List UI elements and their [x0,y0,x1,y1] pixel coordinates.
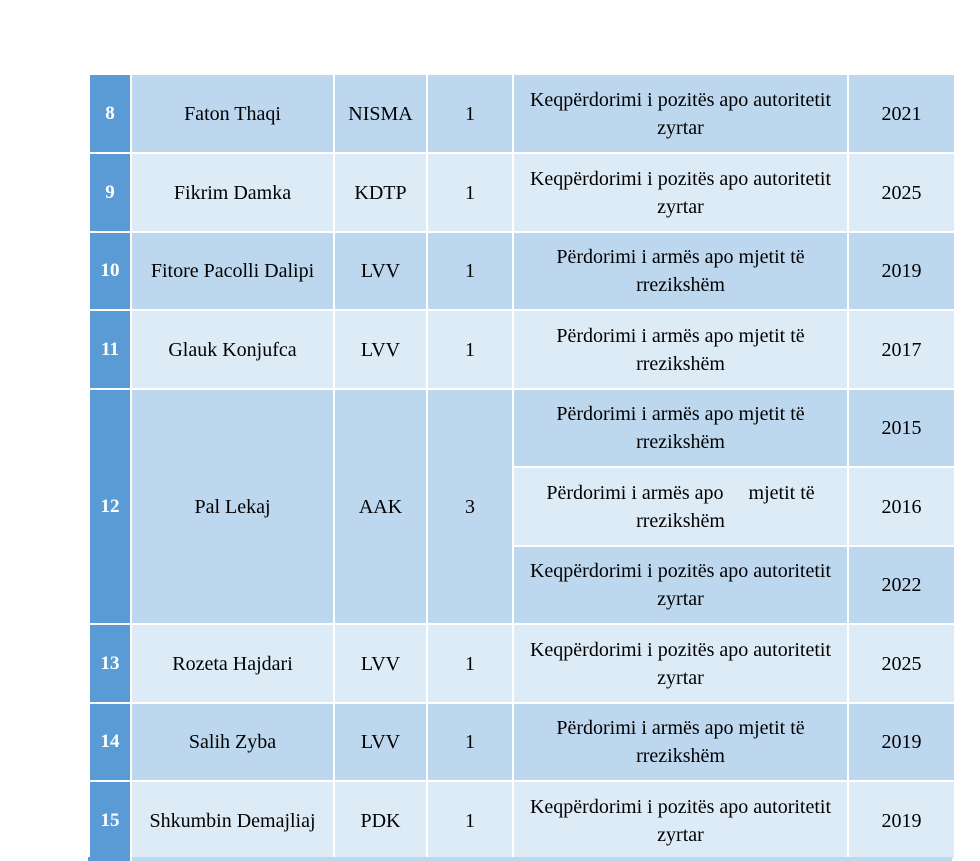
party: KDTP [334,153,427,232]
party: AAK [334,389,427,624]
row-number: 10 [89,232,131,310]
year: 2017 [848,310,955,389]
deputy-name: Salih Zyba [131,703,334,781]
case-count: 1 [427,703,513,781]
table-row [89,153,955,232]
case-count: 1 [427,74,513,153]
party: PDK [334,781,427,860]
deputy-name: Fikrim Damka [131,153,334,232]
party: LVV [334,232,427,310]
offense: Përdorimi i armës apo mjetit të rrezikshëm [513,389,848,467]
party: LVV [334,624,427,703]
party: NISMA [334,74,427,153]
offense: Keqpërdorimi i pozitës apo autoritetit zyrtar [513,546,848,624]
row-number: 12 [89,389,131,624]
deputy-name: Fitore Pacolli Dalipi [131,232,334,310]
table-row [89,781,955,860]
row-number: 9 [89,153,131,232]
offense: Përdorimi i armës apo mjetit të rrezikshëm [513,232,848,310]
table-row [89,74,955,153]
deputy-name: Shkumbin Demajliaj [131,781,334,860]
offense: Keqpërdorimi i pozitës apo autoritetit zyrtar [513,624,848,703]
case-count: 3 [427,389,513,624]
table-row [89,624,955,703]
row-number: 14 [89,703,131,781]
year: 2021 [848,74,955,153]
deputy-name: Glauk Konjufca [131,310,334,389]
offense: Përdorimi i armës apo mjetit të rrezikshëm [513,703,848,781]
case-count: 1 [427,153,513,232]
table-row [89,703,955,781]
year: 2016 [848,467,955,546]
row-number: 8 [89,74,131,153]
party: LVV [334,310,427,389]
case-count: 1 [427,624,513,703]
year: 2019 [848,781,955,860]
year: 2019 [848,703,955,781]
table-row [89,310,955,389]
deputy-name: Pal Lekaj [131,389,334,624]
offense: Keqpërdorimi i pozitës apo autoritetit zyrtar [513,781,848,860]
table-row [89,232,955,310]
case-count: 1 [427,232,513,310]
row-number: 13 [89,624,131,703]
party: LVV [334,703,427,781]
case-count: 1 [427,310,513,389]
year: 2022 [848,546,955,624]
offense: Keqpërdorimi i pozitës apo autoritetit zyrtar [513,74,848,153]
year: 2025 [848,153,955,232]
cases-table [88,73,956,861]
row-number: 15 [89,781,131,860]
year: 2015 [848,389,955,467]
deputy-name: Rozeta Hajdari [131,624,334,703]
offense: Përdorimi i armës apo mjetit të rrezikshëm [513,467,848,546]
case-count: 1 [427,781,513,860]
table-row [89,389,955,467]
offense: Keqpërdorimi i pozitës apo autoritetit zyrtar [513,153,848,232]
deputy-name: Faton Thaqi [131,74,334,153]
offense: Përdorimi i armës apo mjetit të rrezikshëm [513,310,848,389]
row-number: 11 [89,310,131,389]
year: 2025 [848,624,955,703]
year: 2019 [848,232,955,310]
